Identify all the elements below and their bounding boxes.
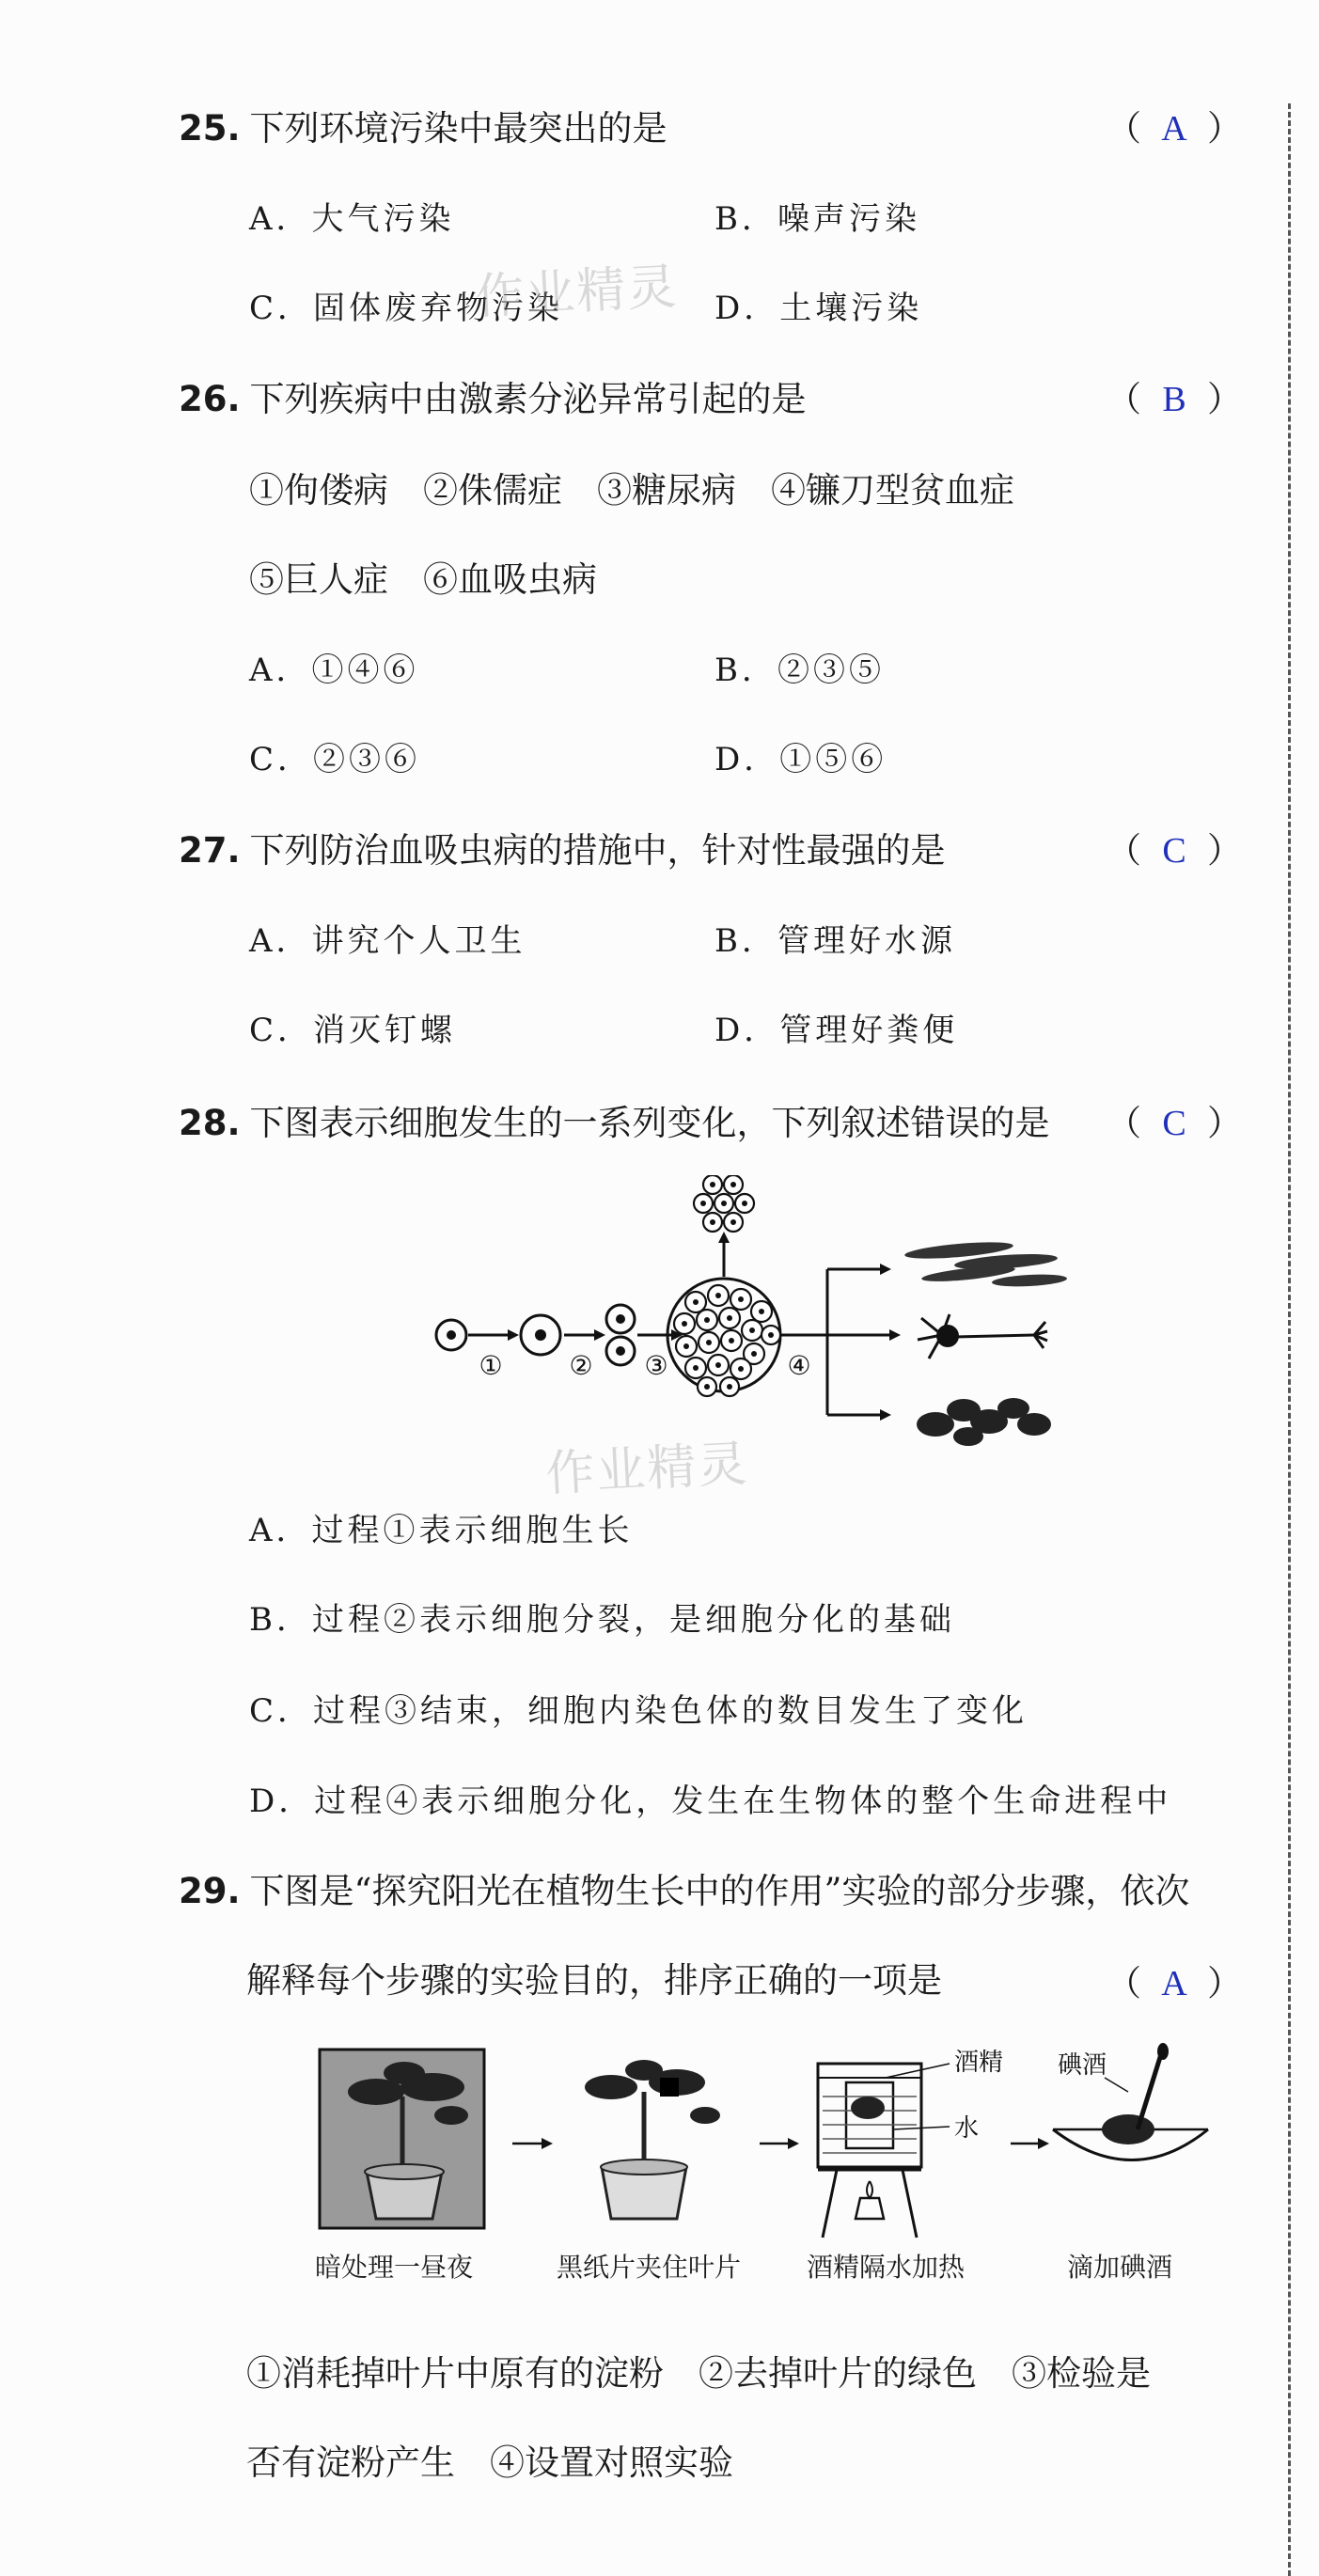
diagram-label-3: ③ [644,1350,668,1381]
caption-step-4: 滴加碘酒 [1067,2252,1173,2283]
q26-option-a: A．①④⑥ [249,652,419,689]
question-26-stem [179,376,807,423]
q28-option-d: D．过程④表示细胞分化，发生在生物体的整个生命进程中 [249,1783,1172,1820]
q25-option-c: C．固体废弃物污染 [249,290,564,327]
diagram-label-1: ① [479,1350,503,1381]
q28-option-a: A．过程①表示细胞生长 [249,1512,634,1549]
question-27-stem [179,827,946,874]
q27-option-a: A．讲究个人卫生 [249,922,526,960]
q28-option-b: B．过程②表示细胞分裂，是细胞分化的基础 [249,1601,955,1639]
q29-purposes-line-2: 否有淀粉产生 ④设置对照实验 [246,2442,733,2483]
dashed-margin-line [1288,103,1291,2576]
q29-purposes-line-1: ①消耗掉叶片中原有的淀粉 ②去掉叶片的绿色 ③检验是 [246,2353,1151,2394]
question-text: 下图表示细胞发生的一系列变化，下列叙述错误的是 [249,1103,1050,1143]
question-number: 25. [179,108,241,149]
q27-option-d: D．管理好粪便 [714,1012,959,1049]
label-water: 水 [954,2114,980,2143]
question-number: 26. [179,379,241,419]
caption-step-2: 黑纸片夹住叶片 [557,2252,742,2283]
diagram-label-4: ④ [787,1350,811,1381]
label-iodine: 碘酒 [1058,2051,1107,2080]
q26-option-d: D．①⑤⑥ [714,741,887,778]
question-number: 28. [179,1103,241,1143]
diagram-label-2: ② [569,1350,593,1381]
question-29-answer: （ A ） [1107,1960,1242,2007]
q25-option-d: D．土壤污染 [714,290,923,327]
question-29-stem-line-2: 解释每个步骤的实验目的，排序正确的一项是 [246,1960,942,2001]
question-text: 下列疾病中由激素分泌异常引起的是 [249,379,807,419]
q26-option-c: C．②③⑥ [249,741,421,778]
label-alcohol: 酒精 [954,2049,1004,2077]
q26-items-line-1: ①佝偻病 ②侏儒症 ③糖尿病 ④镰刀型贫血症 [249,470,1014,510]
question-number: 27. [179,830,241,871]
q25-option-b: B．噪声污染 [714,200,920,238]
answer-letter: A [1161,1964,1187,2003]
caption-step-3: 酒精隔水加热 [807,2252,966,2283]
watermark: 作业精灵 [543,1436,750,1503]
neuron-body [936,1325,959,1347]
answer-letter: A [1161,109,1187,149]
q28-option-c: C．过程③结束，细胞内染色体的数目发生了变化 [249,1692,1029,1730]
question-text: 下图是“探究阳光在植物生长中的作用”实验的部分步骤，依次 [249,1871,1190,1911]
caption-step-1: 暗处理一昼夜 [315,2252,474,2283]
q27-option-b: B．管理好水源 [714,922,956,960]
cell-development-diagram [414,1175,1091,1485]
question-27-answer: （ C ） [1107,827,1242,874]
question-text: 下列环境污染中最突出的是 [249,108,667,149]
question-26-answer: （ B ） [1107,376,1242,423]
question-25-answer: （ A ） [1107,105,1242,152]
experiment-steps-figure [310,2040,1213,2270]
question-28-stem [179,1100,1050,1147]
question-28-answer: （ C ） [1107,1100,1242,1147]
question-number: 29. [179,1871,241,1911]
question-29-stem-line-1 [179,1868,1189,1915]
watermark: 作业精灵 [473,259,680,326]
answer-letter: B [1162,380,1186,419]
answer-letter: C [1162,831,1186,871]
question-25-stem [179,105,667,152]
q25-option-a: A．大气污染 [249,200,455,238]
answer-letter: C [1162,1104,1186,1143]
q27-option-c: C．消灭钉螺 [249,1012,457,1049]
q26-items-line-2: ⑤巨人症 ⑥血吸虫病 [249,559,597,600]
q26-option-b: B．②③⑤ [714,652,885,689]
question-text: 下列防治血吸虫病的措施中，针对性最强的是 [249,830,946,871]
